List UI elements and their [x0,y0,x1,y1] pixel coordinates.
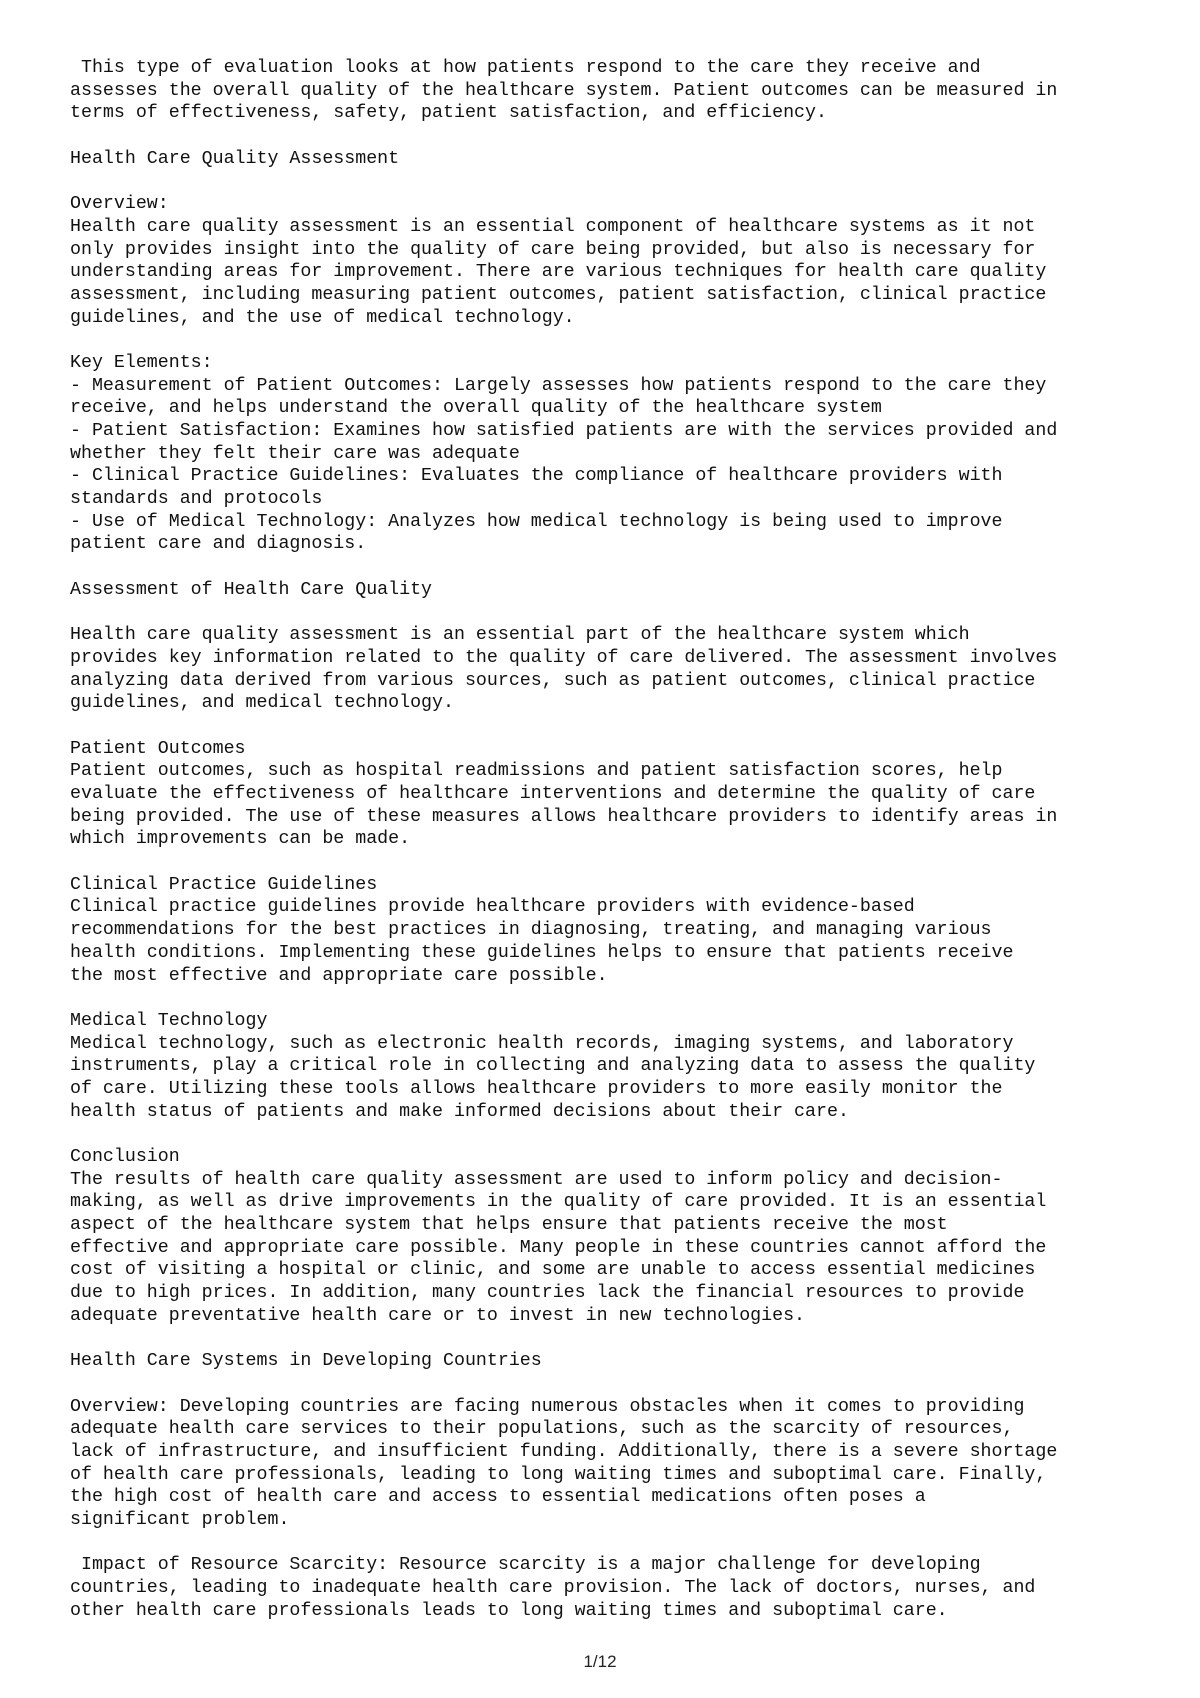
text-line: recommendations for the best practices in diagnosing, treating, and managing various [70,920,992,941]
text-line: effective and appropriate care possible. Many people in these countries cannot afford the [70,1237,1047,1258]
text-line: Medical Technology [70,1010,268,1031]
text-line: assessment, including measuring patient outcomes, patient satisfaction, clinical practice [70,284,1047,305]
text-line: Clinical Practice Guidelines [70,874,378,895]
text-line: aspect of the healthcare system that helps ensure that patients receive the most [70,1215,948,1236]
text-line: due to high prices. In addition, many countries lack the financial resources to provide [70,1283,1025,1304]
text-line: Conclusion [70,1147,180,1167]
text-line: - Measurement of Patient Outcomes: Largely assesses how patients respond to the care they [70,375,1047,396]
text-line: patient care and diagnosis. [70,534,367,555]
text-line: of health care professionals, leading to long waiting times and suboptimal care. Finally, [70,1464,1047,1485]
text-line: lack of infrastructure, and insufficient funding. Additionally, there is a severe shortage [70,1441,1058,1462]
text-line: - Clinical Practice Guidelines: Evaluates the compliance of healthcare providers with [70,466,1003,487]
text-line: health conditions. Implementing these guidelines helps to ensure that patients receive [70,942,1014,963]
text-line: Clinical practice guidelines provide healthcare providers with evidence-based [70,897,915,918]
text-line [70,556,1150,579]
text-line: adequate preventative health care or to invest in new technologies. [70,1305,806,1326]
text-line: of care. Utilizing these tools allows healthcare providers to more easily monitor the [70,1078,1003,1099]
text-line [70,125,1150,148]
text-line: instruments, play a critical role in collecting and analyzing data to assess the quality [70,1056,1036,1077]
text-line: countries, leading to inadequate health care provision. The lack of doctors, nurses, and [70,1578,1036,1599]
text-line: guidelines, and medical technology. [70,693,454,714]
text-line: provides key information related to the quality of care delivered. The assessment involves [70,647,1058,668]
text-line [70,987,1150,1010]
text-line: Patient outcomes, such as hospital readmissions and patient satisfaction scores, help [70,761,1003,782]
text-line: guidelines, and the use of medical technology. [70,307,575,328]
text-line: This type of evaluation looks at how patients respond to the care they receive and [70,58,981,78]
text-line [70,170,1150,193]
text-line: Assessment of Health Care Quality [70,579,433,600]
text-line: Overview: [70,194,169,215]
text-line [70,1373,1150,1396]
text-line: - Patient Satisfaction: Examines how satisfied patients are with the services provided and [70,421,1058,441]
text-line [70,602,1150,625]
text-line: Health care quality assessment is an essential component of healthcare systems as it not [70,216,1036,237]
text-line [70,851,1150,874]
text-line: cost of visiting a hospital or clinic, and some are unable to access essential medicines [70,1260,1036,1281]
text-line [70,1123,1150,1146]
text-line: Key Elements: [70,352,213,373]
text-line [70,1328,1150,1351]
text-line: receive, and helps understand the overall quality of the healthcare system [70,398,882,419]
text-line: standards and protocols [70,489,323,510]
text-line: Health Care Quality Assessment [70,148,400,169]
text-line: understanding areas for improvement. There are various techniques for health care quality [70,262,1047,283]
text-line: only provides insight into the quality of care being provided, but also is necessary for [70,239,1036,260]
text-line: Medical technology, such as electronic health records, imaging systems, and laboratory [70,1033,1014,1054]
text-line [70,1532,1150,1555]
text-line: Impact of Resource Scarcity: Resource scarcity is a major challenge for developing [70,1555,981,1576]
text-line [70,715,1150,738]
text-line: Health Care Systems in Developing Countries [70,1351,542,1372]
text-line: adequate health care services to their populations, such as the scarcity of resources, [70,1419,1014,1440]
text-line: significant problem. [70,1510,290,1530]
text-line: the most effective and appropriate care possible. [70,965,608,986]
text-line: The results of health care quality assessment are used to inform policy and decision- [70,1169,1003,1190]
document-body [70,57,1150,1622]
page-number: 1/12 [583,1652,617,1671]
text-line: which improvements can be made. [70,829,411,850]
text-line: evaluate the effectiveness of healthcare interventions and determine the quality of care [70,784,1036,804]
text-line: health status of patients and make informed decisions about their care. [70,1101,849,1122]
text-line: Overview: Developing countries are facing numerous obstacles when it comes to providing [70,1396,1025,1417]
text-line: the high cost of health care and access to essential medications often poses a [70,1487,926,1508]
text-line: analyzing data derived from various sources, such as patient outcomes, clinical practice [70,670,1036,691]
text-line: Patient Outcomes [70,738,246,759]
text-line: assesses the overall quality of the healthcare system. Patient outcomes can be measured in [70,80,1058,101]
text-line: making, as well as drive improvements in the quality of care provided. It is an essential [70,1192,1047,1213]
text-line: - Use of Medical Technology: Analyzes how medical technology is being used to improve [70,511,1003,532]
text-line: being provided. The use of these measures allows healthcare providers to identify areas in [70,806,1058,827]
text-line [70,329,1150,352]
text-line: terms of effectiveness, safety, patient satisfaction, and efficiency. [70,103,827,124]
text-line: whether they felt their care was adequate [70,443,520,464]
text-line: other health care professionals leads to long waiting times and suboptimal care. [70,1600,948,1621]
text-line: Health care quality assessment is an essential part of the healthcare system which [70,625,970,646]
